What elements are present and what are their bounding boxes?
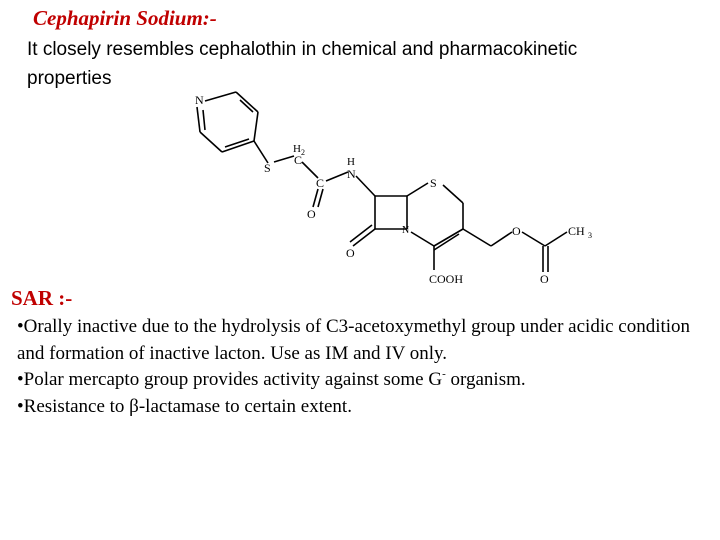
atom-carbonyl-c: C [316,176,325,190]
atom-ch2-subscript: 2 [301,148,305,157]
atom-thio-s: S [264,161,271,175]
sar-point-oral-inactivity: •Orally inactive due to the hydrolysis of C3-acetoxymethyl group under acidic condition and formation of inactive lacton. Use as IM and IV only. [17,316,691,364]
atom-ch2-c: C [294,153,303,167]
sar-heading: SAR :- [11,286,73,310]
sar-point-polar-mercapto-superscript: - [442,368,446,380]
sar-point-polar-mercapto-tail: organism. [445,369,526,390]
atom-ring-n: N [402,225,410,236]
atom-ch3: CH [568,224,585,238]
sar-point-polar-mercapto [17,367,707,394]
slide-title: Cephapirin Sodium:- [33,6,217,30]
atom-cooh: COOH [429,272,464,286]
bond-lines [197,92,567,272]
atom-nh-n: N [347,167,356,181]
sar-list [17,314,707,420]
atom-lactam-o: O [346,246,355,260]
slide-subtitle: It closely resembles cephalothin in chemical and pharmacokinetic properties [27,39,578,89]
atom-ester-o: O [512,224,521,238]
atom-ring-s: S [430,176,437,190]
atom-acetyl-o: O [540,272,549,286]
sar-point-polar-mercapto-text: •Polar mercapto group provides activity against some G [17,369,443,390]
atom-nh-h: H [347,156,355,168]
sar-point-beta-lactamase: •Resistance to β-lactamase to certain extent. [17,395,352,417]
cephapirin-structure-diagram [185,88,605,288]
atom-ch2-h: H [293,143,301,155]
atom-pyridine-n: N [195,93,204,107]
atom-ch3-subscript: 3 [588,231,592,240]
atom-amide-o: O [307,207,316,221]
atom-labels [195,93,592,286]
